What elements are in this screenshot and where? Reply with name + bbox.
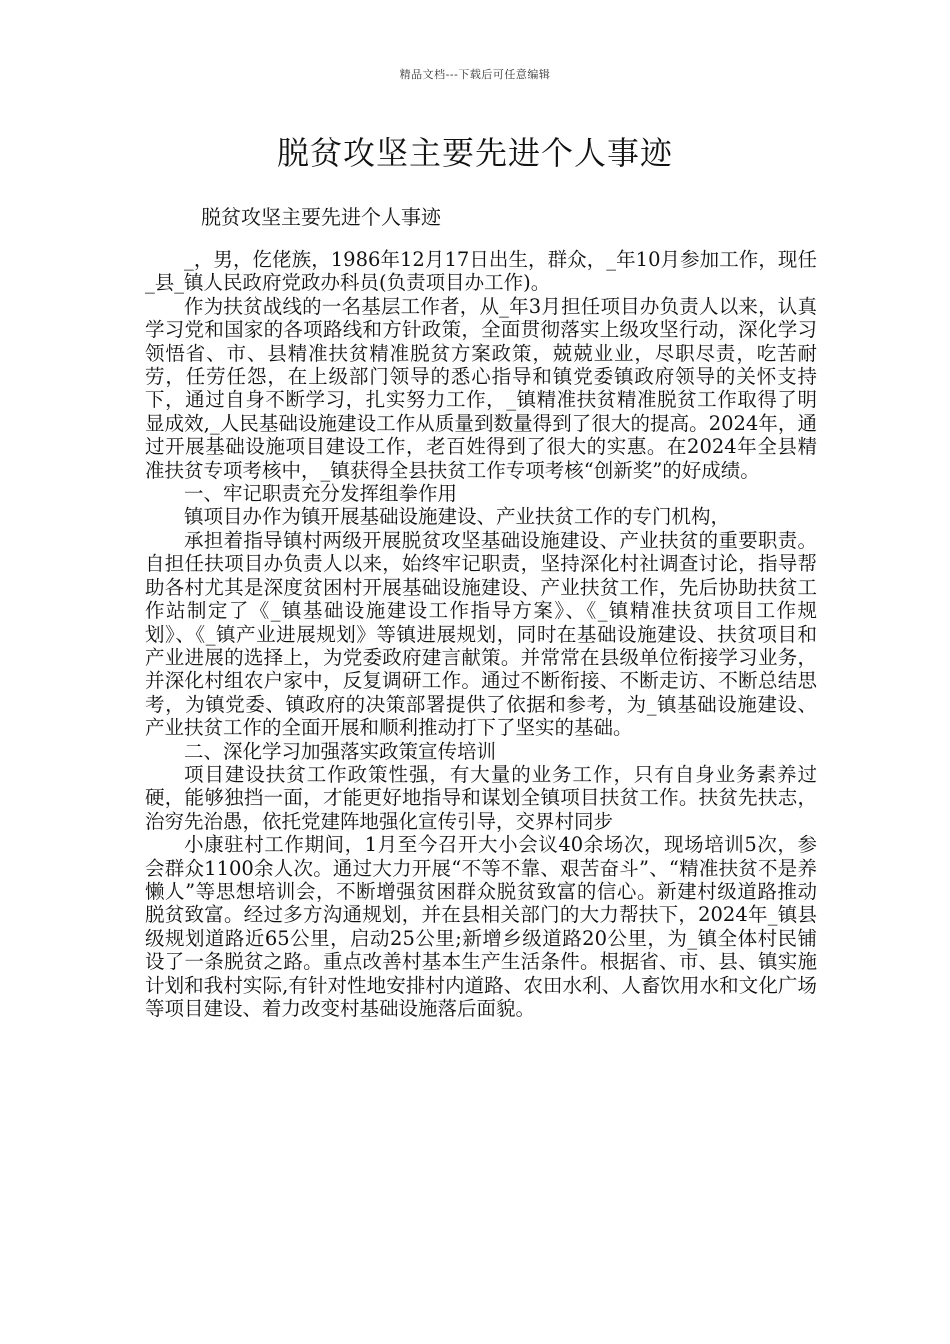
paragraph-intro: _，男，仡佬族，1986年12月17日出生，群众，_年10月参加工作，现任_县_镇人民政府党政办科员(负责项目办工作)。 <box>145 248 817 295</box>
paragraph-overview: 作为扶贫战线的一名基层工作者，从_年3月担任项目办负责人以来，认真学习党和国家的各项路线和方针政策，全面贯彻落实上级攻坚行动，深化学习领悟省、市、县精准扶贫精准脱贫方案政策，兢兢业业，尽职尽责，吃苦耐劳，任劳任怨，在上级部门领导的悉心指导和镇党委镇政府领导的关怀支持下，通过自身不断学习，扎实努力工作，_镇精准扶贫精准脱贫工作取得了明显成效,_人民基础设施建设工作从质量到数量得到了很大的提高。2024年，通过开展基础设施项目建设工作，老百姓得到了很大的实惠。在2024年全县精准扶贫专项考核中，_镇获得全县扶贫工作专项考核“创新奖”的好成绩。 <box>145 294 817 482</box>
document-title: 脱贫攻坚主要先进个人事迹 <box>276 134 673 172</box>
section-heading-1: 一、牢记职责充分发挥组拳作用 <box>184 482 458 506</box>
header-note: 精品文档---下载后可任意编辑 <box>399 68 551 81</box>
paragraph-section1-body: 承担着指导镇村两级开展脱贫攻坚基础设施建设、产业扶贫的重要职责。自担任扶项目办负责人以来，始终牢记职责，坚持深化村社调查讨论，指导帮助各村尤其是深度贫困村开展基础设施建设、产业扶贫工作，先后协助扶贫工作站制定了《_镇基础设施建设工作指导方案》、《_镇精准扶贫项目工作规划》、《_镇产业进展规划》等镇进展规划，同时在基础设施建设、扶贫项目和产业进展的选择上，为党委政府建言献策。并常常在县级单位衔接学习业务，并深化村组农户家中，反复调研工作。通过不断衔接、不断走访、不断总结思考，为镇党委、镇政府的决策部署提供了依据和参考，为_镇基础设施建设、产业扶贫工作的全面开展和顺利推动打下了坚实的基础。 <box>145 528 817 740</box>
paragraph-section2-body: 小康驻村工作期间，1月至今召开大小会议40余场次，现场培训5次，参会群众1100余人次。通过大力开展“不等不靠、艰苦奋斗”、“精准扶贫不是养懒人”等思想培训会，不断增强贫困群众脱贫致富的信心。新建村级道路推动脱贫致富。经过多方沟通规划，并在县相关部门的大力帮扶下，2024年_镇县级规划道路近65公里，启动25公里;新增乡级道路20公里，为_镇全体村民铺设了一条脱贫之路。重点改善村基本生产生活条件。根据省、市、县、镇实施计划和我村实际,有针对性地安排村内道路、农田水利、人畜饮用水和文化广场等项目建设、着力改变村基础设施落后面貌。 <box>145 833 817 1020</box>
paragraph-section1-lead: 镇项目办作为镇开展基础设施建设、产业扶贫工作的专门机构， <box>184 505 731 529</box>
document-body <box>145 248 817 1020</box>
section-heading-2: 二、深化学习加强落实政策宣传培训 <box>184 739 497 763</box>
paragraph-section2-lead: 项目建设扶贫工作政策性强，有大量的业务工作，只有自身业务素养过硬，能够独挡一面，才能更好地指导和谋划全镇项目扶贫工作。扶贫先扶志，治穷先治愚，依托党建阵地强化宣传引导，交界村同步 <box>145 762 817 833</box>
document-subtitle: 脱贫攻坚主要先进个人事迹 <box>201 205 441 229</box>
